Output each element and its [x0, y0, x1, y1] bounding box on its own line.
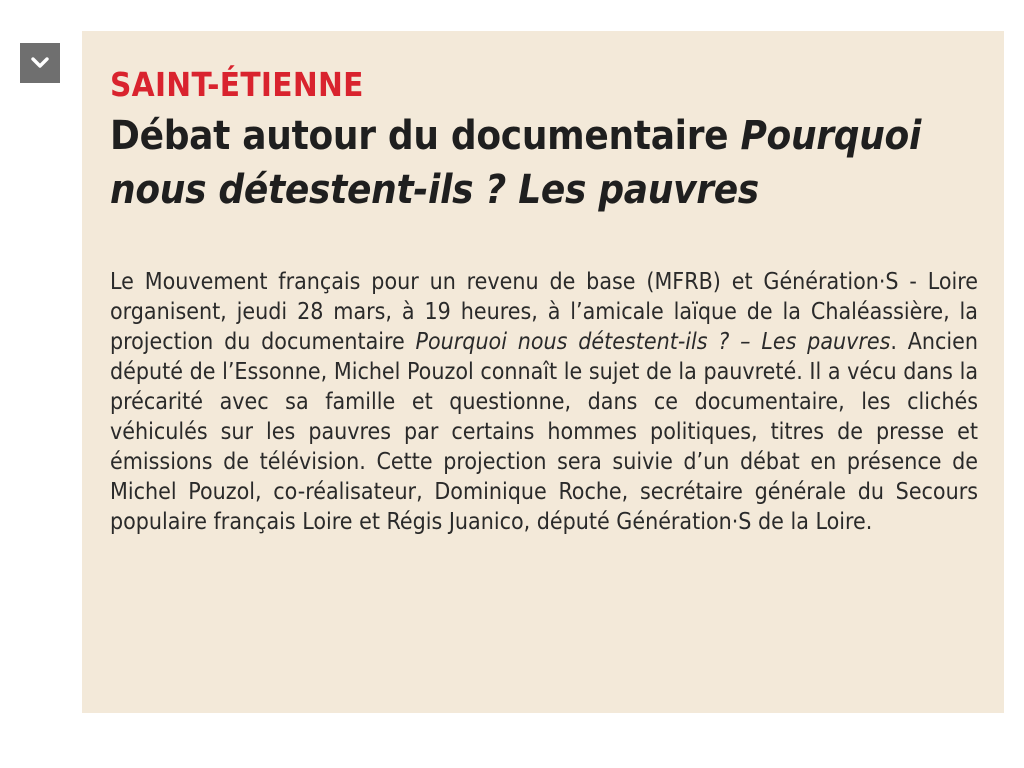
- body-text-part1: Le Mouvement français pour un revenu de base (MFRB) et Génération·S - Loire organisent, jeudi 28 mars, à 19 heures, à l’amicale laïque de la Chaléassière, la projection du documentaire: [110, 269, 978, 355]
- collapse-button[interactable]: [20, 43, 60, 83]
- article-card: [82, 31, 1004, 713]
- article-headline: [110, 109, 978, 217]
- body-text-part2: . Ancien député de l’Essonne, Michel Pouzol connaît le sujet de la pauvreté. Il a vécu dans la précarité avec sa famille et questionne, dans ce documentaire, les clichés véhiculés sur les pauvres par certains hommes politiques, titres de presse et émissions de télévision. Cette projection sera suivie d’un débat en présence de Michel Pouzol, co-réalisateur, Dominique Roche, secrétaire générale du Secours populaire français Loire et Régis Juanico, député Génération·S de la Loire.: [110, 329, 979, 535]
- body-documentary-title: Pourquoi nous détestent-ils ? – Les pauvres: [415, 329, 891, 355]
- headline-text: Débat autour du documentaire: [110, 113, 741, 159]
- headline-documentary-title: Pourquoi nous détestent-ils ? Les pauvres: [110, 113, 921, 213]
- chevron-down-icon: [31, 57, 49, 69]
- article-body: [110, 267, 978, 537]
- article-kicker: SAINT-ÉTIENNE: [110, 65, 364, 104]
